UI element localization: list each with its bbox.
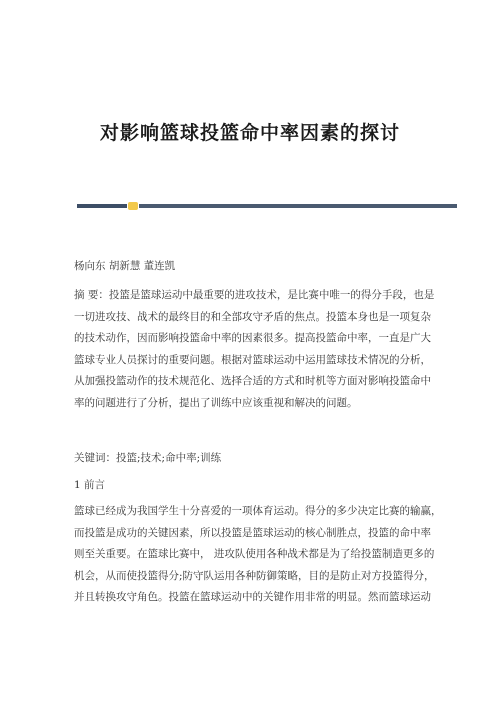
abstract	[74, 285, 435, 414]
abstract-line: 的技术动作，因而影响投篮命中率的因素很多。提高投篮命中率，一直是广大	[74, 332, 431, 344]
intro-line: 并且转换攻守角色。投篮在篮球运动中的关键作用非常的明显。然而篮球运动	[74, 591, 431, 603]
section-heading: 1 前言	[74, 479, 106, 491]
title-divider	[77, 203, 457, 209]
document-icon	[128, 202, 138, 210]
abstract-line: 篮球专业人员探讨的重要问题。根据对篮球运动中运用篮球技术情况的分析，	[74, 353, 431, 366]
abstract-line: 一切进攻技、战术的最终目的和全部攻守矛盾的焦点。投篮本身也是一项复杂	[74, 310, 431, 323]
intro-line: 篮球已经成为我国学生十分喜爱的一项体育运动。得分的多少决定比赛的输赢，	[74, 505, 442, 517]
abstract-line: 摘 要：投篮是篮球运动中最重要的进攻技术，是比赛中唯一的得分手段，也是	[74, 289, 435, 301]
document-title: 对影响篮球投篮命中率因素的探讨	[99, 122, 400, 144]
intro-paragraph	[74, 501, 442, 609]
keywords: 关键词：投篮;技术;命中率;训练	[74, 452, 222, 464]
intro-line: 而投篮是成功的关键因素，所以投篮是篮球运动的核心制胜点，投篮的命中率	[74, 526, 431, 539]
abstract-line: 从加强投篮动作的技术规范化、选择合适的方式和时机等方面对影响投篮命中	[74, 375, 431, 387]
intro-line: 机会，从而使投篮得分;防守队运用各种防御策略，目的是防止对方投篮得分，	[74, 569, 435, 582]
divider-bar-left	[77, 204, 127, 208]
abstract-line: 率的问题进行了分析，提出了训练中应该重视和解决的问题。	[74, 396, 358, 409]
divider-bar-right	[139, 204, 457, 208]
authors: 杨向东 胡新慧 董连凯	[74, 260, 176, 272]
intro-line: 则至关重要。在篮球比赛中， 进攻队使用各种战术都是为了给投篮制造更多的	[74, 548, 435, 560]
